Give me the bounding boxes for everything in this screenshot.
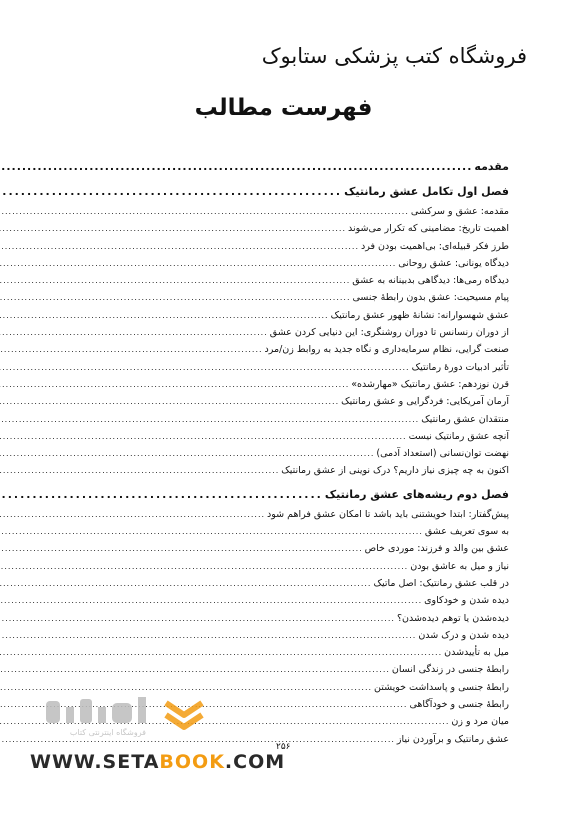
- toc-item-row[interactable]: [78, 379, 509, 396]
- toc-item-row-title: نیاز و میل به عاشق بودن: [410, 560, 509, 572]
- toc-item-row-title: عشق بین والد و فرزند: موردی خاص: [364, 543, 509, 555]
- toc-item-row-title: دیده شدن و درک شدن: [418, 629, 509, 641]
- toc-item-row-title: به سوی تعریف عشق: [424, 526, 509, 538]
- toc-chapter-row[interactable]: [78, 487, 509, 509]
- toc-item-row-title: آرمان آمریکایی: فردگرایی و عشق رمانتیک: [341, 396, 509, 408]
- toc-item-row-title: میل به تأییدشدن: [444, 647, 509, 659]
- toc-item-row[interactable]: [78, 414, 509, 431]
- toc-item-row-title: پیام مسیحیت: عشق بدون رابطهٔ جنسی: [352, 292, 509, 304]
- toc-item-row[interactable]: [78, 223, 509, 240]
- leader-dots: [0, 380, 349, 389]
- watermark-url[interactable]: [30, 751, 285, 773]
- toc-item-row-title: رابطهٔ جنسی و پاسداشت خویشتن: [374, 681, 509, 693]
- toc-item-row[interactable]: [78, 448, 509, 465]
- leader-dots: [0, 415, 419, 424]
- leader-dots: [0, 466, 279, 475]
- toc-item-row[interactable]: [78, 241, 509, 258]
- leader-dots: [0, 510, 265, 519]
- toc-item-row-title: نهضت توان‌نسانی (استعداد آدمی): [376, 448, 509, 460]
- leader-dots: [0, 631, 416, 640]
- leader-dots: [0, 397, 339, 406]
- leader-dots: [0, 488, 323, 501]
- table-of-contents: [78, 160, 509, 751]
- toc-item-row[interactable]: [78, 258, 509, 275]
- toc-item-row[interactable]: [78, 465, 509, 482]
- toc-item-row[interactable]: [78, 630, 509, 647]
- toc-item-row-title: منتقدان عشق رمانتیک: [421, 413, 509, 425]
- page-number: ۲۵۶: [276, 742, 291, 752]
- toc-item-row-title: اکنون به چه چیزی نیاز داریم؟ درک نوینی از عشق رمانتیک: [281, 465, 509, 477]
- toc-item-row-title: رابطهٔ جنسی در زندگی انسان: [391, 664, 509, 676]
- toc-item-row[interactable]: [78, 613, 509, 630]
- toc-chapter-row-title: فصل دوم ریشه‌های عشق رمانتیک: [324, 487, 509, 501]
- toc-item-row-title: صنعت گرایی، نظام سرمایه‌داری و نگاه جدید به روابط زن/مرد: [264, 344, 509, 356]
- leader-dots: [0, 328, 268, 337]
- leader-dots: [0, 160, 472, 173]
- leader-dots: [0, 614, 395, 623]
- toc-item-row-title: عشق شهسوارانه: نشانهٔ ظهور عشق رمانتیک: [330, 309, 509, 321]
- toc-item-row-title: دیده شدن و خودکاوی: [424, 595, 509, 607]
- toc-item-row-title: در قلب عشق رمانتیک: اصل ماتیک: [373, 577, 509, 589]
- toc-item-row[interactable]: [78, 561, 509, 578]
- leader-dots: [0, 311, 329, 320]
- toc-intro-row[interactable]: [78, 160, 509, 180]
- leader-dots: [0, 224, 346, 233]
- toc-item-row-title: پیش‌گفتار: ابتدا خویشتنی باید باشد تا امکان عشق فراهم شود: [267, 508, 509, 520]
- leader-dots: [0, 276, 350, 285]
- leader-dots: [0, 648, 442, 657]
- toc-chapter-row-title: فصل اول تکامل عشق رمانتیک: [344, 185, 509, 198]
- toc-title: فهرست مطالب: [194, 95, 373, 121]
- toc-item-row[interactable]: [78, 327, 509, 344]
- toc-item-row[interactable]: [78, 664, 509, 681]
- leader-dots: [0, 596, 422, 605]
- toc-item-row[interactable]: [78, 396, 509, 413]
- toc-item-row-title: اهمیت تاریخ: مضامینی که تکرار می‌شوند: [348, 223, 509, 235]
- toc-item-row[interactable]: [78, 206, 509, 223]
- toc-chapter-row[interactable]: [78, 184, 509, 206]
- toc-item-row[interactable]: [78, 526, 509, 543]
- leader-dots: [0, 562, 408, 571]
- url-prefix: WWW.SETA: [30, 751, 160, 773]
- toc-item-row-title: دیده‌شدن یا توهم دیده‌شدن؟: [396, 612, 509, 624]
- leader-dots: [0, 579, 371, 588]
- leader-dots: [0, 293, 351, 302]
- toc-intro-title: مقدمه: [474, 160, 509, 173]
- leader-dots: [0, 527, 423, 536]
- toc-item-row-title: قرن نوزدهم: عشق رمانتیک «مهارشده»: [351, 378, 509, 390]
- leader-dots: [0, 449, 374, 458]
- setabook-watermark-logo: [26, 689, 236, 739]
- toc-item-row[interactable]: [78, 310, 509, 327]
- store-name: فروشگاه کتب پزشکی ستابوک: [261, 44, 527, 68]
- leader-dots: [0, 242, 359, 251]
- leader-dots: [0, 544, 363, 553]
- toc-item-row[interactable]: [78, 647, 509, 664]
- toc-item-row-title: طرز فکر قبیله‌ای: بی‌اهمیت بودن فرد: [361, 240, 509, 252]
- toc-item-row-title: دیدگاه رمی‌ها: دیدگاهی بدبینانه به عشق: [352, 275, 509, 287]
- leader-dots: [0, 363, 410, 372]
- watermark-tagline: فروشگاه اینترنتی کتاب: [69, 728, 146, 737]
- toc-item-row-title: از دوران رنسانس تا دوران روشنگری: این دنیایی کردن عشق: [269, 327, 509, 339]
- toc-item-row[interactable]: [78, 578, 509, 595]
- url-suffix: .COM: [224, 751, 286, 773]
- leader-dots: [0, 665, 390, 674]
- toc-item-row-title: میان مرد و زن: [451, 716, 509, 728]
- leader-dots: [0, 432, 407, 441]
- leader-dots: [0, 259, 396, 268]
- toc-item-row[interactable]: [78, 292, 509, 309]
- toc-item-row[interactable]: [78, 344, 509, 361]
- toc-item-row[interactable]: [78, 275, 509, 292]
- toc-item-row[interactable]: [78, 431, 509, 448]
- leader-dots: [0, 345, 263, 354]
- toc-item-row[interactable]: [78, 543, 509, 560]
- toc-item-row-title: مقدمه: عشق و سرکشی: [410, 206, 509, 217]
- leader-dots: [0, 207, 409, 216]
- toc-item-row-title: تأثیر ادبیات دورهٔ رمانتیک: [411, 361, 509, 373]
- url-highlight: BOOK: [159, 751, 225, 773]
- toc-item-row-title: رابطهٔ جنسی و خودآگاهی: [409, 699, 509, 711]
- toc-item-row[interactable]: [78, 595, 509, 612]
- toc-item-row[interactable]: [78, 362, 509, 379]
- toc-item-row-title: دیدگاه یونانی: عشق روحانی: [398, 257, 509, 269]
- toc-item-row-title: آنچه عشق رمانتیک نیست: [408, 430, 509, 442]
- toc-item-row[interactable]: [78, 509, 509, 526]
- toc-item-row-title: عشق رمانتیک و برآوردن نیاز: [396, 733, 509, 745]
- leader-dots: [0, 185, 342, 198]
